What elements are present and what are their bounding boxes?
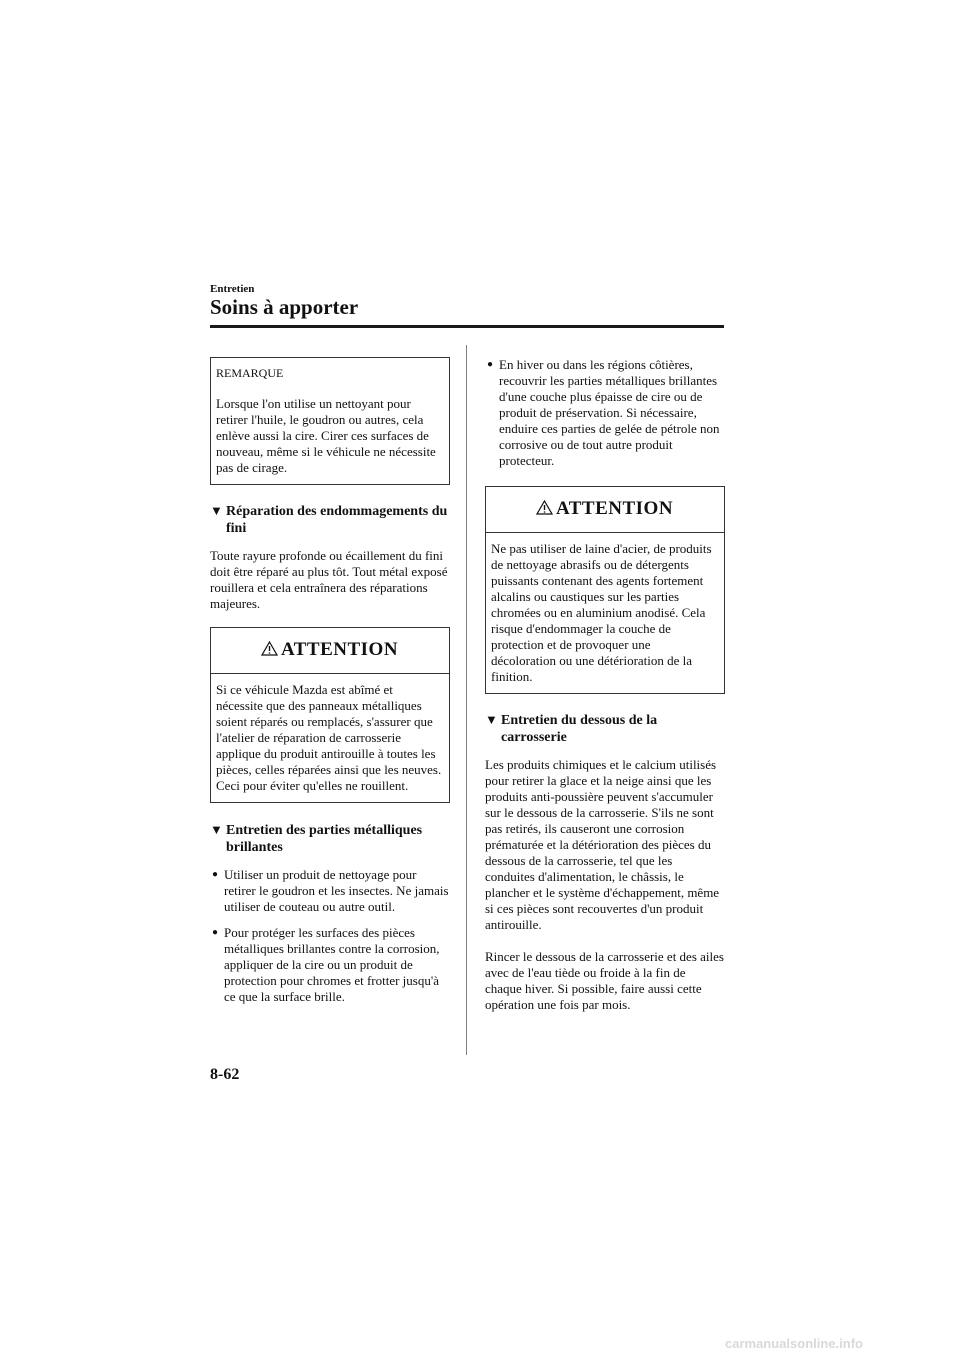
note-label: REMARQUE (216, 366, 284, 380)
column-divider (466, 345, 467, 1055)
attention-box (210, 627, 450, 803)
page-title: Soins à apporter (210, 295, 359, 319)
winter-bullet-list (485, 357, 725, 469)
section-heading-underbody (485, 711, 725, 746)
note-text: Lorsque l'on utilise un nettoyant pour retirer l'huile, le goudron ou autres, cela enlève aussi la cire. Cirer ces surfaces de nouveau, même si le véhicule ne nécessite pas de cirage. (216, 396, 436, 475)
bullet-icon: ● (212, 927, 219, 938)
list-item-text: En hiver ou dans les régions côtières, recouvrir les parties métalliques brillantes d'une couche plus épaisse de cire ou de produit de préservation. Si nécessaire, enduire ces parties de gelée de pétrole non corrosive ou de tout autre produit protecteur. (499, 357, 720, 468)
list-item-text: Pour protéger les surfaces des pièces métalliques brillantes contre la corrosion, appliquer de la cire ou un produit de protection pour chromes et frotter jusqu'à ce que la surface brille. (224, 925, 440, 1004)
section-name: Entretien (210, 283, 255, 295)
attention-rule (211, 673, 449, 674)
right-column (485, 357, 725, 1013)
metal-bullet-list (210, 867, 450, 1005)
section-heading-text: Entretien des parties métalliques brillantes (226, 823, 423, 855)
header-rule (210, 325, 724, 328)
page-number: 8-62 (210, 1066, 240, 1083)
section-text-repair: Toute rayure profonde ou écaillement du fini doit être réparé au plus tôt. Tout métal exposé rouillera et cela entraînera des réparations majeures. (210, 548, 448, 611)
attention-title: ATTENTION (555, 498, 674, 519)
watermark[interactable]: carmanualsonline.info (725, 1336, 863, 1351)
section-heading-repair (210, 502, 450, 537)
section-heading-metal (210, 821, 450, 856)
underbody-paragraph-2: Rincer le dessous de la carrosserie et des ailes avec de l'eau tiède ou froide à la fin de chaque hiver. Si possible, faire aussi cette opération une fois par mois. (485, 949, 724, 1012)
attention-header (491, 499, 718, 519)
attention-text: Si ce véhicule Mazda est abîmé et nécessite que des panneaux métalliques soient réparés ou remplacés, s'assurer que l'atelier de réparation de carrosserie applique du produit antirouille à toutes les pièces, celles réparées ainsi que les neuves. Ceci pour éviter qu'elles ne rouillent. (216, 682, 442, 793)
triangle-down-icon: ▼ (485, 712, 498, 727)
attention-header (216, 640, 443, 660)
triangle-down-icon: ▼ (210, 503, 223, 518)
attention-rule (486, 532, 724, 533)
section-heading-text: Entretien du dessous de la carrosserie (501, 713, 658, 745)
list-item-text: Utiliser un produit de nettoyage pour retirer le goudron et les insectes. Ne jamais utiliser de couteau ou autre outil. (224, 867, 449, 914)
attention-box (485, 486, 725, 694)
underbody-paragraph-1: Les produits chimiques et le calcium utilisés pour retirer la glace et la neige ainsi que les produits anti-poussière peuvent s'accumuler sur le dessous de la carrosserie. S'ils ne sont pas retirés, ils causeront une corrosion prématurée et la détérioration des pièces du dessous de la carrosserie, tel que les conduites d'alimentation, le châssis, le plancher et le système d'échappement, même si ces pièces sont recouvertes d'un produit antirouille. (485, 757, 720, 932)
note-box (210, 357, 450, 485)
attention-text: Ne pas utiliser de laine d'acier, de produits de nettoyage abrasifs ou de détergents puissants contenant des agents fortement alcalins ou caustiques sur les parties chromées ou en aluminium anodisé. Cela risque d'endommager la couche de protection et de provoquer une décoloration ou une détérioration de la finition. (491, 541, 712, 684)
warning-triangle-icon (536, 500, 553, 515)
left-column (210, 357, 450, 1005)
bullet-icon: ● (212, 869, 219, 880)
attention-title: ATTENTION (280, 639, 399, 660)
warning-triangle-icon (261, 641, 278, 656)
list-item (210, 867, 450, 915)
bullet-icon: ● (487, 359, 494, 370)
section-heading-text: Réparation des endommagements du fini (226, 504, 448, 536)
triangle-down-icon: ▼ (210, 822, 223, 837)
list-item (485, 357, 725, 469)
list-item (210, 925, 450, 1005)
